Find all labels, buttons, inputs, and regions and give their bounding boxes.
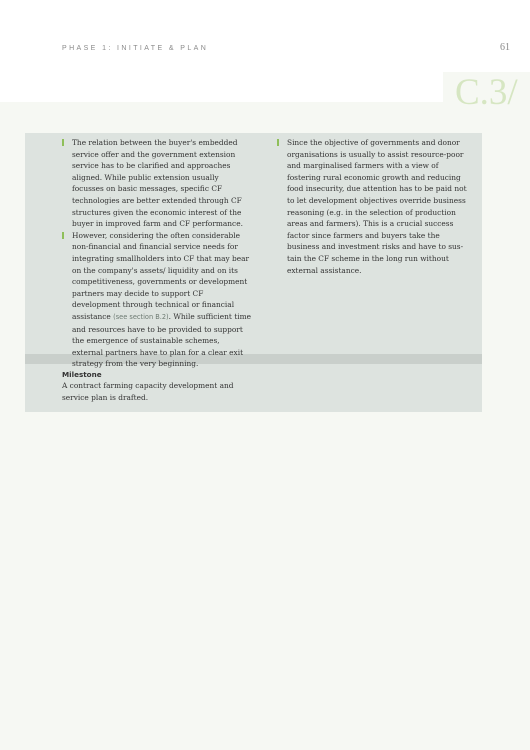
bullet-text-continued: . While sufficient time and resources have to be provided to support the emergence of sustainable schemes, external partners have to plan for a clear exit strategy from the very beginning.: [72, 311, 251, 369]
section-code: C.3/: [455, 72, 518, 113]
bullet-text: However, considering the often considerable non-financial and financial service needs for integrating smallholders into CF that may bear on the company's assets/ liquidity and on its competitiveness, governments or development partners may decide to support CF development through technical or financial assistance: [72, 230, 250, 321]
list-item: [62, 137, 252, 230]
page-number: 61: [500, 42, 510, 53]
bullet-marker-icon: [62, 139, 64, 146]
section-reference: (see section B.2): [113, 312, 169, 321]
list-item: [62, 230, 252, 370]
bullet-text: The relation between the buyer's embedded service offer and the government extension service has to be clarified and approaches aligned. While public extension usually focusses on basic messages, specific CF technologies are better extended through CF structures given the economic interest of the buyer in improved farm and CF performance.: [72, 138, 243, 229]
right-column: [277, 137, 467, 276]
left-column: [62, 137, 252, 370]
running-header: PHASE 1: INITIATE & PLAN: [62, 45, 209, 52]
list-item: [277, 137, 467, 276]
bullet-marker-icon: [277, 139, 279, 146]
milestone-text: A contract farming capacity development and service plan is drafted.: [62, 381, 234, 402]
bullet-text: Since the objective of governments and donor organisations is usually to assist resource-poor and marginalised farmers with a view of fostering rural economic growth and reducing food insecurity, due attention has to be paid not to let development objectives override business reasoning (e.g. in the selection of production areas and farmers). This is a crucial success factor since farmers and buyers take the business and investment risks and have to sustain the CF scheme in the long run without external assistance.: [287, 138, 467, 275]
milestone-title: Milestone: [62, 370, 102, 379]
bullet-marker-icon: [62, 232, 64, 239]
